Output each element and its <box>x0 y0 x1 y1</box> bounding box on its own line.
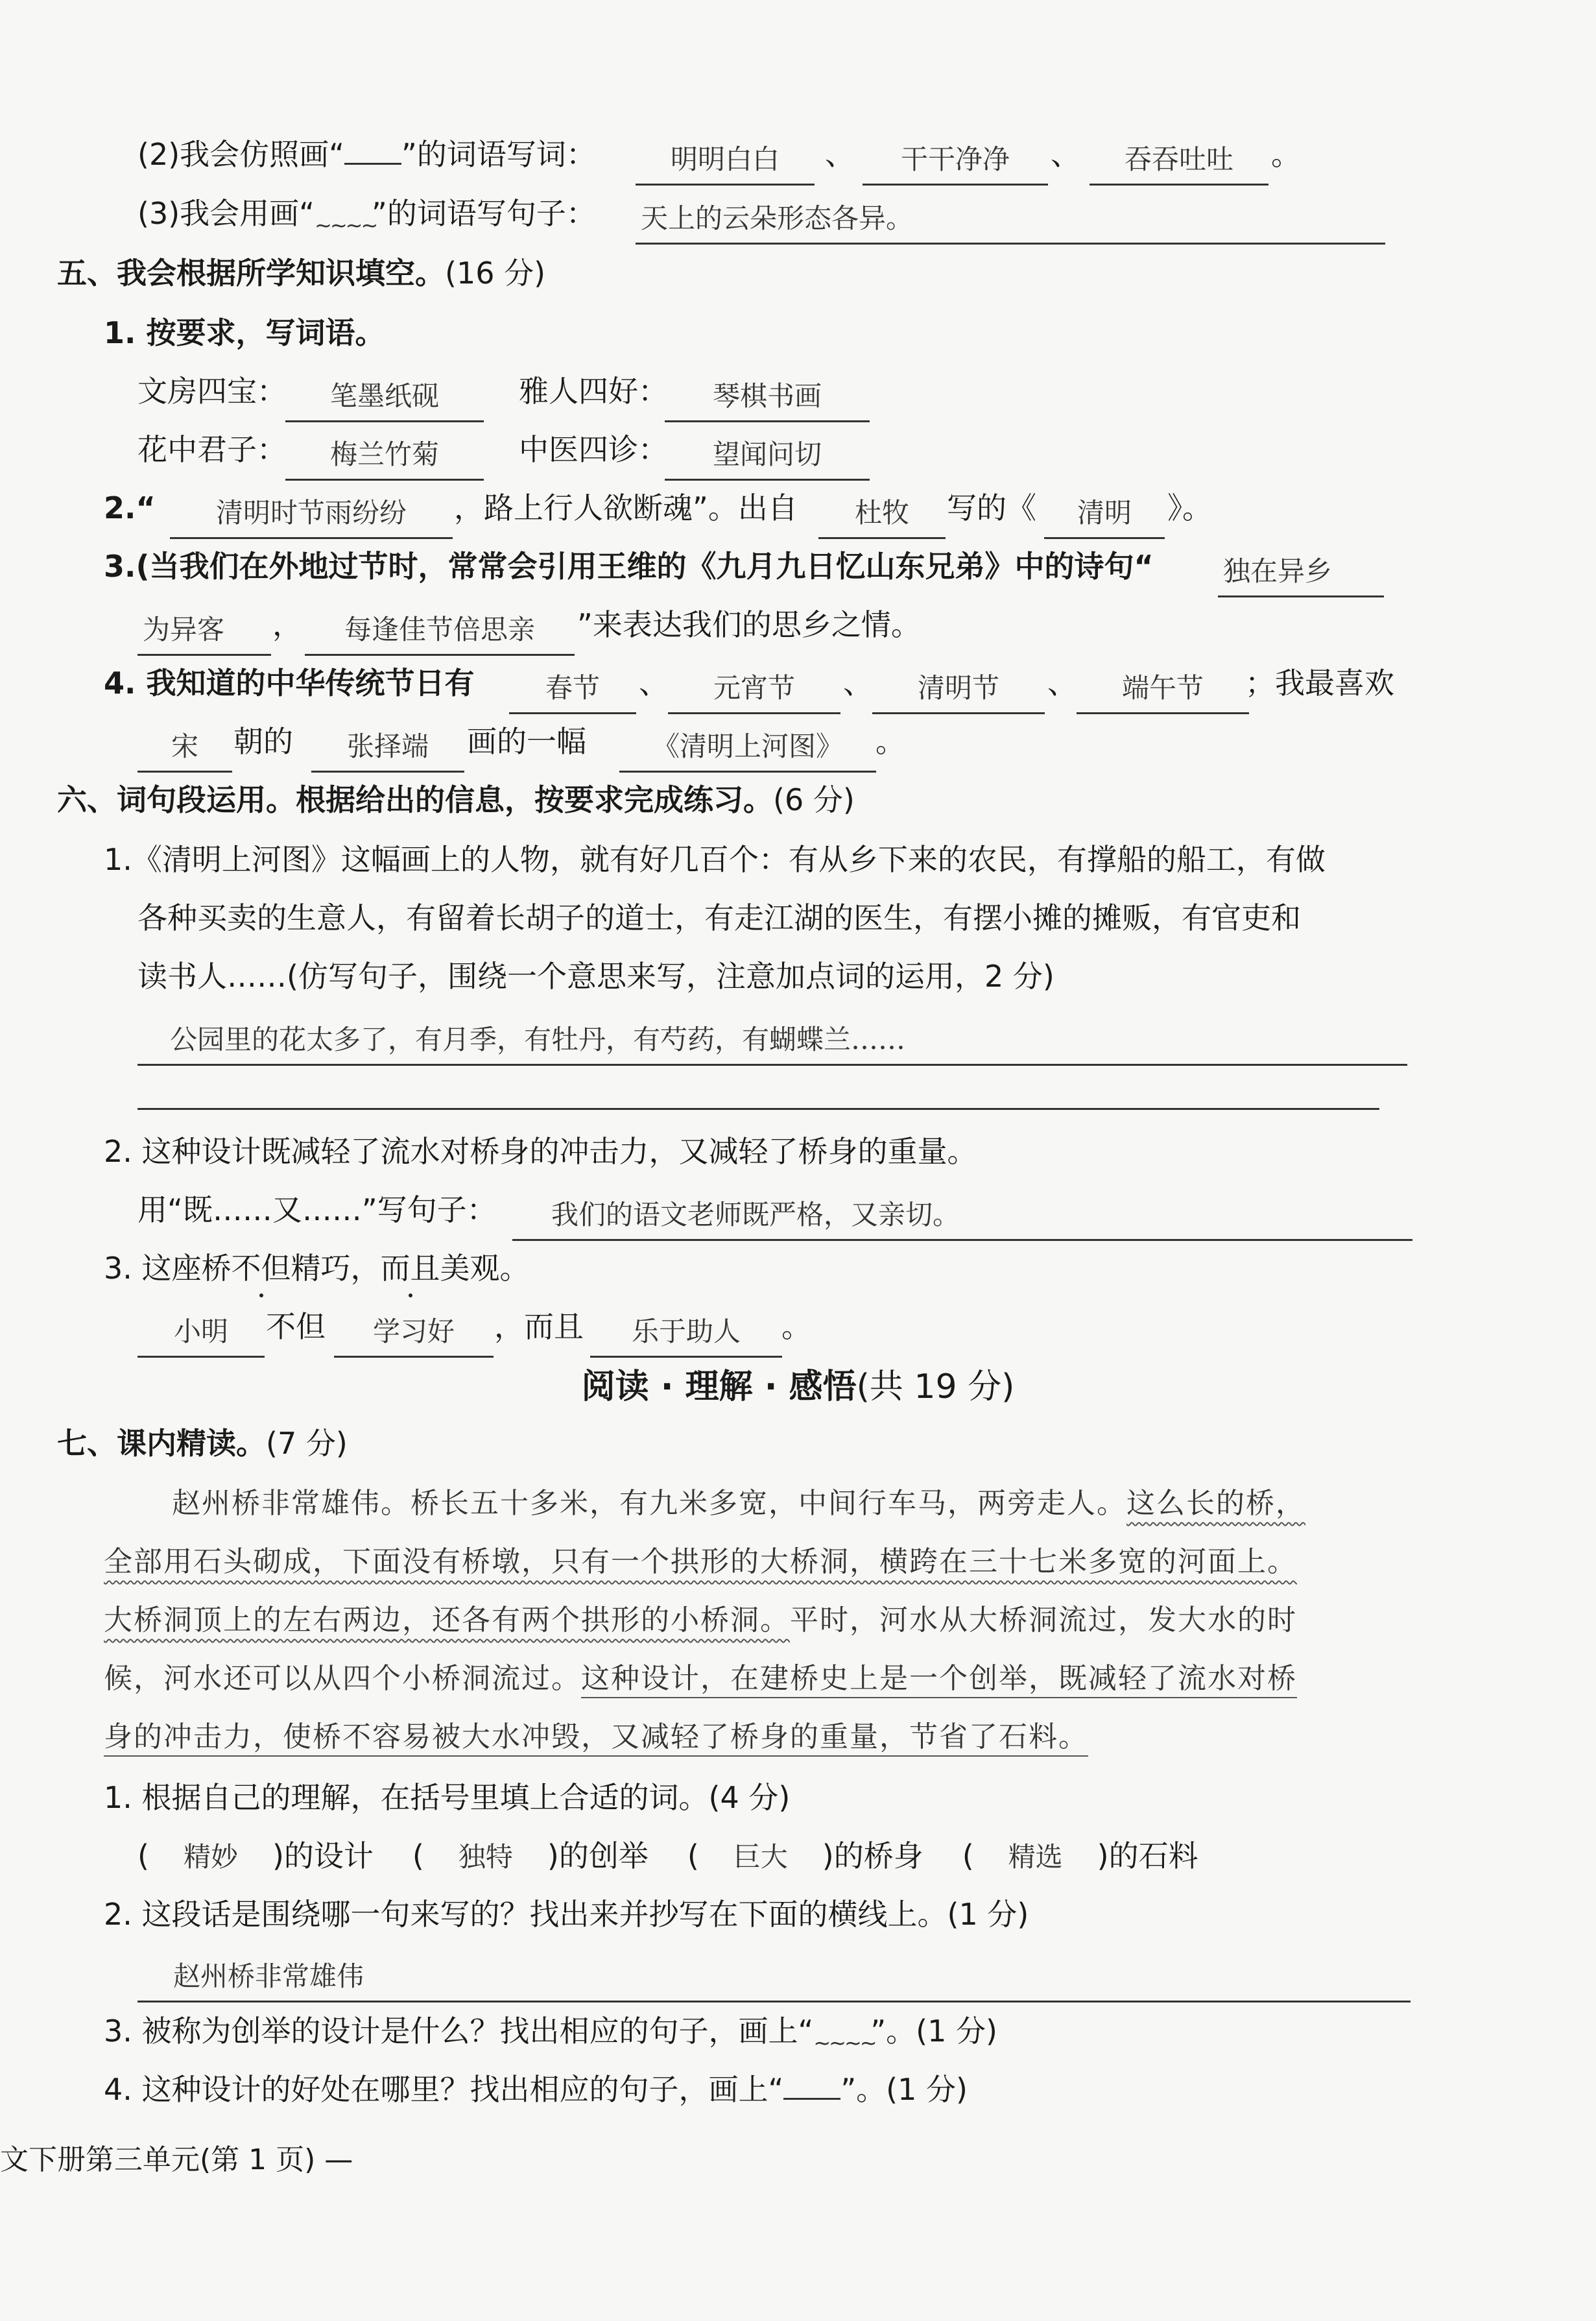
straight-underline: 这种设计，在建桥史上是一个创举，既减轻了流水对桥 <box>581 1662 1297 1695</box>
section-5-title: 五、我会根据所学知识填空。(16 分) <box>57 256 546 291</box>
reading-section-heading: 阅读 · 理解 · 感悟(共 19 分) <box>581 1367 1015 1406</box>
q6-i2-answer[interactable]: 我们的语文老师既严格，又亲切。 <box>512 1194 1412 1241</box>
q5-i1-answer-d[interactable]: 望闻问切 <box>665 433 870 481</box>
section-7-title: 七、课内精读。(7 分) <box>57 1426 348 1461</box>
q7-i1-answer-3[interactable]: 巨大 <box>733 1841 788 1873</box>
q6-i3-word-1: 不但 <box>266 1309 326 1344</box>
q5-i4-answer-2[interactable]: 元宵节 <box>668 667 840 714</box>
passage-line-5 <box>104 1720 1088 1753</box>
q5-i4-mid: ；我最喜欢 <box>1245 666 1394 701</box>
q5-i4-end: 。 <box>875 724 905 759</box>
q5-i2-end: 》。 <box>1167 490 1212 525</box>
q5-i3-answer-2[interactable]: 每逢佳节倍思亲 <box>305 608 575 656</box>
q4-p3: (3)我会用画“~~~~ ”的词语写句子： <box>137 198 596 228</box>
wavy-line-sample <box>315 204 372 224</box>
q5-i4-chao: 朝的 <box>233 724 293 759</box>
q4-p2-sep-1: 、 <box>825 137 855 172</box>
section-6-title: 六、词句段运用。根据给出的信息，按要求完成练习。(6 分) <box>57 782 855 817</box>
q7-i3-label: 3. 被称为创举的设计是什么？找出相应的句子，画上“~~~~ ”。(1 分) <box>104 2016 997 2046</box>
q5-i3-answer-1a[interactable]: 独在异乡 <box>1218 550 1384 597</box>
wavy-underline: 大桥洞顶上的左右两边，还各有两个拱形的小桥洞。 <box>104 1604 790 1637</box>
underline-sample <box>783 2078 840 2100</box>
q5-i4-answer-4[interactable]: 端午节 <box>1077 667 1249 714</box>
underline-sample <box>344 143 401 165</box>
q6-i3-word-2: ，而且 <box>494 1309 584 1344</box>
q5-i4-sep-3: 、 <box>1047 666 1077 701</box>
q4-p2-answer-2[interactable]: 干干净净 <box>863 138 1048 186</box>
q5-i4-answer-3[interactable]: 清明节 <box>872 667 1045 714</box>
q5-i2-mid2: 写的《 <box>947 490 1036 525</box>
q4-p2-end: 。 <box>1271 137 1301 172</box>
q6-i1-answer[interactable]: 公园里的花太多了，有月季，有牡丹，有芍药，有蝴蝶兰…… <box>137 1018 1407 1066</box>
q5-i3-answer-1b[interactable]: 为异客 <box>137 608 271 656</box>
q6-i2-line-1: 2. 这种设计既减轻了流水对桥身的冲击力，又减轻了桥身的重量。 <box>104 1134 977 1169</box>
q7-i1-label: 1. 根据自己的理解，在括号里填上合适的词。(4 分) <box>104 1780 791 1815</box>
q5-item-4: 4. 我知道的中华传统节日有 <box>104 666 475 701</box>
q7-i2-label: 2. 这段话是围绕哪一句来写的？找出来并抄写在下面的横线上。(1 分) <box>104 1897 1029 1932</box>
q6-i3-answer-2[interactable]: 学习好 <box>334 1310 494 1358</box>
q5-i4-answer-7[interactable]: 《清明上河图》 <box>619 725 876 773</box>
q6-i3-answer-1[interactable]: 小明 <box>137 1310 265 1358</box>
dotted-word: 而且 <box>380 1251 440 1286</box>
q5-i1-answer-a[interactable]: 笔墨纸砚 <box>285 375 484 422</box>
dotted-word: 不但 <box>231 1251 291 1286</box>
q4-p3-answer[interactable]: 天上的云朵形态各异。 <box>636 197 1385 245</box>
q4-p2-answer-3[interactable]: 吞吞吐吐 <box>1090 138 1268 186</box>
q5-i1-label-c: 花中君子： <box>137 432 287 467</box>
q5-i1-label-a: 文房四宝： <box>137 374 287 409</box>
passage-line-2 <box>104 1545 1297 1578</box>
q4-p2-answer-1[interactable]: 明明白白 <box>636 138 815 186</box>
q5-i4-answer-6[interactable]: 张择端 <box>311 725 464 773</box>
page-footer: 文下册第三单元(第 1 页) — <box>0 2143 353 2176</box>
q7-i4-label: 4. 这种设计的好处在哪里？找出相应的句子，画上“ ”。(1 分) <box>104 2072 968 2107</box>
q5-i3-comma: ， <box>272 607 302 642</box>
q5-i3-end: ”来表达我们的思乡之情。 <box>577 607 921 642</box>
q6-i2-prompt: 用“既……又……”写句子： <box>137 1192 497 1227</box>
wavy-underline: 全部用石头砌成，下面没有桥墩，只有一个拱形的大桥洞，横跨在三十七米多宽的河面上。 <box>104 1545 1297 1578</box>
q5-item-3: 3.(当我们在外地过节时，常常会引用王维的《九月九日忆山东兄弟》中的诗句“ <box>104 549 1154 584</box>
passage-line-3: 大桥洞顶上的左右两边，还各有两个拱形的小桥洞。平时，河水从大桥洞流过，发大水的时 <box>104 1604 1297 1637</box>
q5-i4-answer-1[interactable]: 春节 <box>509 667 636 714</box>
q5-i4-sep-2: 、 <box>843 666 873 701</box>
q5-i1-label-b: 雅人四好： <box>519 374 668 409</box>
q5-i4-sep-1: 、 <box>639 666 669 701</box>
q5-i2-answer-3[interactable]: 清明 <box>1044 492 1165 539</box>
q5-i1-answer-c[interactable]: 梅兰竹菊 <box>285 433 484 481</box>
q6-i3-line-1: 3. 这座桥不但精巧，而且美观。 <box>104 1251 530 1286</box>
wavy-underline: 这么长的桥， <box>1126 1487 1305 1520</box>
q5-i4-mid2: 画的一幅 <box>467 724 586 759</box>
q5-i4-answer-5[interactable]: 宋 <box>137 725 232 773</box>
q5-i2-answer-2[interactable]: 杜牧 <box>818 492 946 539</box>
q6-i1-line-3: 读书人……(仿写句子，围绕一个意思来写，注意加点词的运用，2 分) <box>137 959 1054 994</box>
q4-p2: (2)我会仿照画“ ”的词语写词： <box>137 137 596 172</box>
q6-i1-blank-line[interactable] <box>137 1108 1379 1110</box>
q6-i3-answer-3[interactable]: 乐于助人 <box>590 1310 782 1358</box>
q4-p2-sep-2: 、 <box>1051 137 1080 172</box>
q5-i1-label-d: 中医四诊： <box>519 432 668 467</box>
wavy-line-sample <box>813 2022 870 2041</box>
q7-i1-answer-4[interactable]: 精选 <box>1008 1841 1063 1873</box>
q7-i1-answer-2[interactable]: 独特 <box>458 1841 513 1873</box>
passage-line-4: 候，河水还可以从四个小桥洞流过。这种设计，在建桥史上是一个创举，既减轻了流水对桥 <box>104 1662 1297 1695</box>
q5-item-1: 1. 按要求，写词语。 <box>104 315 385 350</box>
q6-i1-line-1: 1.《清明上河图》这幅画上的人物，就有好几百个：有从乡下来的农民，有撑船的船工，有做 <box>104 842 1326 877</box>
passage-line-1: 赵州桥非常雄伟。桥长五十多米，有九米多宽，中间行车马，两旁走人。这么长的桥， <box>172 1487 1305 1520</box>
q5-i1-answer-b[interactable]: 琴棋书画 <box>665 375 870 422</box>
q5-i2-answer-1[interactable]: 清明时节雨纷纷 <box>170 492 453 539</box>
q6-i1-line-2: 各种买卖的生意人，有留着长胡子的道士，有走江湖的医生，有摆小摊的摊贩，有官吏和 <box>137 900 1301 935</box>
q6-i3-end: 。 <box>781 1309 811 1344</box>
straight-underline: 身的冲击力，使桥不容易被大水冲毁，又减轻了桥身的重量，节省了石料。 <box>104 1720 1088 1753</box>
q7-i1-row: ( 精妙 )的设计 ( 独特 )的创举 ( 巨大 )的桥身 ( 精选 )的石料 <box>137 1838 1198 1873</box>
q5-i2-mid: ，路上行人欲断魂”。出自 <box>454 490 798 525</box>
q7-i2-answer[interactable]: 赵州桥非常雄伟 <box>137 1955 1411 2002</box>
q5-item-2-pre: 2.“ <box>104 490 156 525</box>
q7-i1-answer-1[interactable]: 精妙 <box>183 1841 238 1873</box>
